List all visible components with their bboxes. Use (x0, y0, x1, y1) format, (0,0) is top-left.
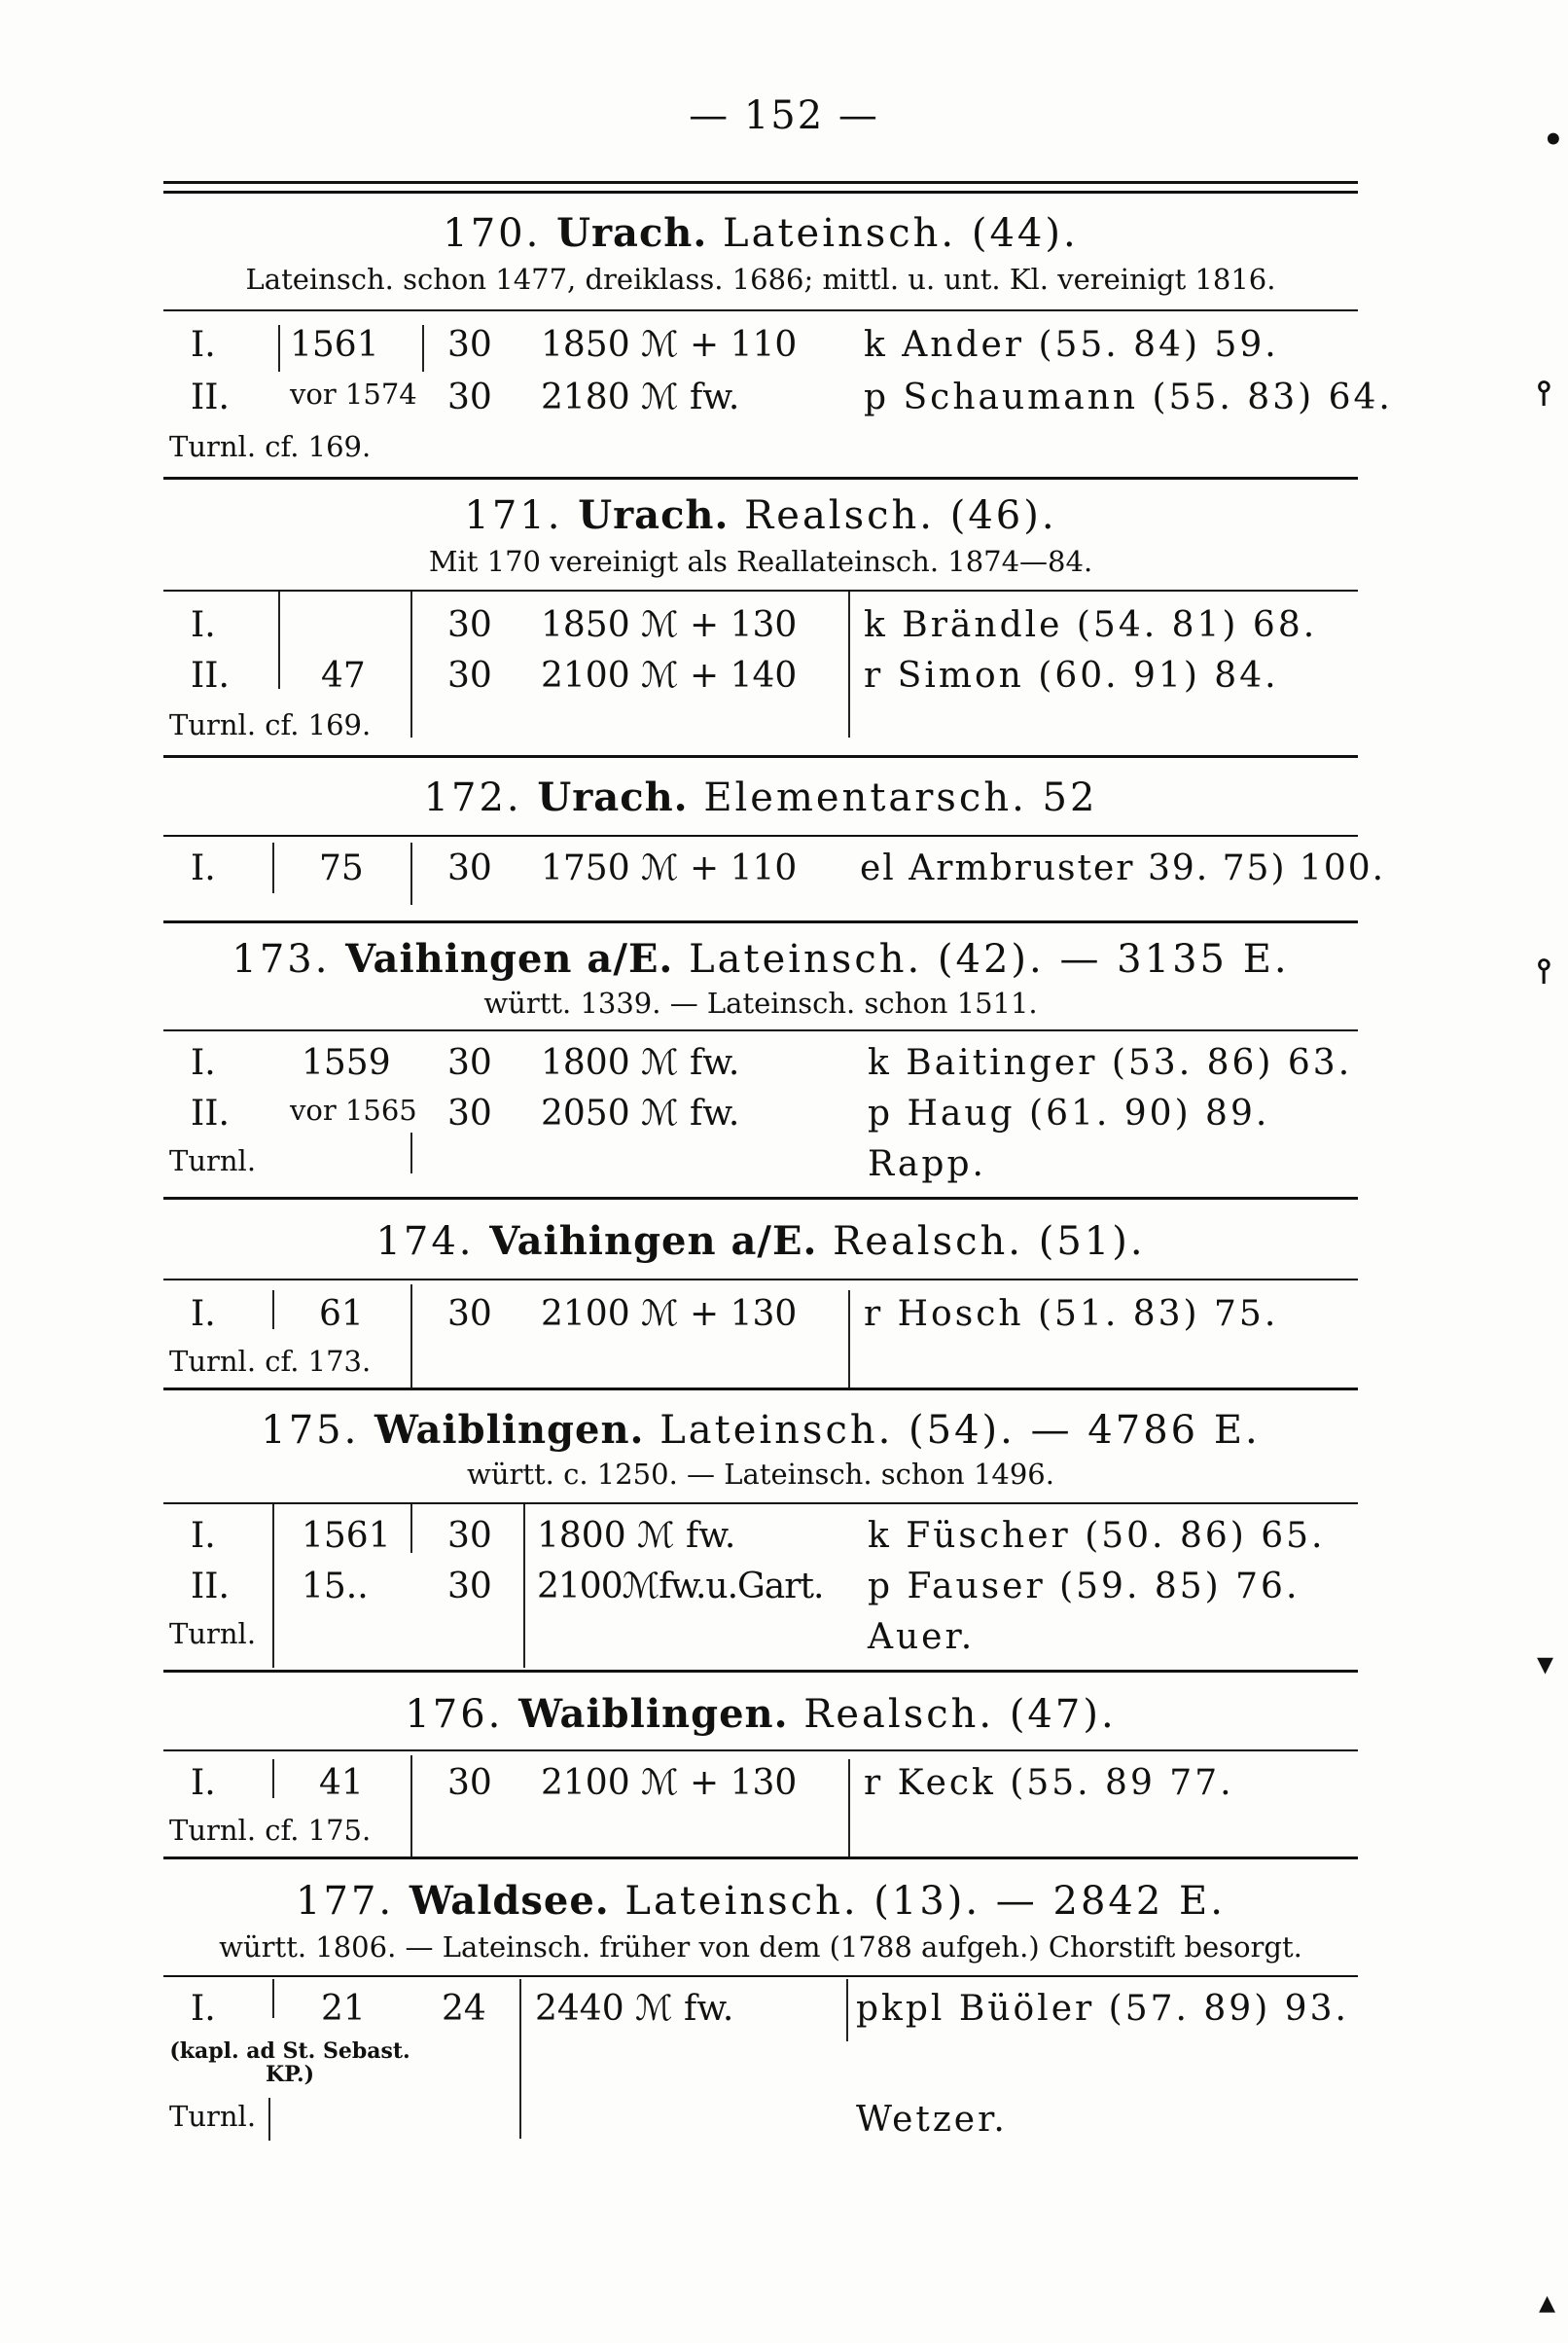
column-divider (410, 1284, 412, 1388)
table-row: II. 15.. 30 2100ℳfw.u.Gart. p Fauser (59. 85) 76. (191, 1567, 1301, 1606)
section-172 (163, 755, 1386, 922)
rule (163, 477, 1358, 480)
table-row: I. 41 30 2100 ℳ + 130 r Keck (55. 89 77. (191, 1763, 1234, 1803)
table-row: I. 61 30 2100 ℳ + 130 r Hosch (51. 83) 75. (191, 1294, 1279, 1334)
table-row: Turnl. cf. 169. (169, 430, 372, 463)
section-note: württ. c. 1250. — Lateinsch. schon 1496. (467, 1458, 1054, 1491)
double-rule (163, 181, 1358, 184)
section-heading: 172. Urach. Elementarsch. 52 (423, 775, 1098, 820)
table-row: I. 30 1850 ℳ + 130 k Brändle (54. 81) 68. (191, 605, 1318, 645)
column-divider (268, 2098, 270, 2141)
table-row: I. 21 24 2440 ℳ fw. pkpl Büöler (57. 89) 93. (191, 1989, 1349, 2029)
table-row: Turnl. cf. 175. (169, 1814, 372, 1847)
table-row: (kapl. ad St. Sebast. KP.) (169, 2038, 410, 2087)
table-row: Turnl. Wetzer. (169, 2100, 1008, 2140)
rule (163, 1975, 1358, 1977)
column-divider (278, 592, 280, 689)
section-173 (163, 920, 1358, 1203)
column-divider (422, 325, 424, 372)
rule (163, 309, 1358, 311)
column-divider (272, 1759, 274, 1798)
column-divider (278, 325, 280, 372)
table-row: Turnl. Rapp. (169, 1144, 986, 1184)
section-heading: 175. Waiblingen. Lateinsch. (54). — 4786 E. (261, 1407, 1261, 1453)
margin-mark: ⫯ (1537, 374, 1551, 413)
column-divider (272, 1504, 274, 1668)
column-divider (519, 1979, 521, 2139)
table-row: II. 47 30 2100 ℳ + 140 r Simon (60. 91) 84. (191, 656, 1279, 696)
page-number: — 152 — (689, 93, 879, 138)
section-note: Lateinsch. schon 1477, dreiklass. 1686; mittl. u. unt. Kl. vereinigt 1816. (245, 263, 1276, 296)
rule (163, 1502, 1358, 1504)
rule (163, 835, 1358, 837)
column-divider (272, 1979, 274, 2018)
section-174 (163, 1197, 1358, 1391)
table-row: I. 1559 30 1800 ℳ fw. k Baitinger (53. 86) 63. (191, 1043, 1353, 1083)
rule (163, 590, 1358, 592)
margin-mark: • (1543, 121, 1564, 160)
table-row: II. vor 1565 30 2050 ℳ fw. p Haug (61. 90) 89. (191, 1094, 1270, 1134)
table-row: II. vor 1574 30 2180 ℳ fw. p Schaumann (55. 83) 64. (191, 378, 1393, 417)
rule (163, 1279, 1358, 1280)
margin-mark: ⫯ (1537, 952, 1551, 991)
table-row: Turnl. Auer. (169, 1617, 976, 1657)
column-divider (846, 1979, 848, 2041)
table-row: I. 1561 30 1850 ℳ + 110 k Ander (55. 84) 59. (191, 325, 1279, 365)
rule (163, 920, 1358, 923)
margin-mark: ▴ (1539, 2283, 1556, 2322)
column-divider (272, 843, 274, 893)
column-divider (848, 592, 850, 738)
section-heading: 171. Urach. Realsch. (46). (464, 492, 1057, 538)
rule (163, 1197, 1358, 1200)
section-171 (163, 477, 1358, 749)
column-divider (410, 1755, 412, 1856)
section-heading: 176. Waiblingen. Realsch. (47). (405, 1691, 1117, 1737)
section-note: württ. 1806. — Lateinsch. früher von dem (1788 aufgeh.) Chorstift besorgt. (219, 1930, 1302, 1964)
table-row: I. 75 30 1750 ℳ + 110 el Armbruster 39. 75) 100. (191, 848, 1386, 888)
section-175 (163, 1388, 1358, 1672)
double-rule (163, 191, 1358, 194)
section-heading: 177. Waldsee. Lateinsch. (13). — 2842 E. (296, 1878, 1226, 1924)
section-heading: 170. Urach. Lateinsch. (44). (443, 210, 1079, 256)
section-170 (163, 181, 1393, 473)
rule (163, 1749, 1358, 1751)
table-row: Turnl. cf. 173. (169, 1345, 372, 1378)
column-divider (848, 1290, 850, 1388)
rule (163, 1670, 1358, 1673)
rule (163, 1029, 1358, 1031)
margin-mark: ▾ (1537, 1644, 1554, 1683)
column-divider (523, 1504, 525, 1668)
table-row: I. 1561 30 1800 ℳ fw. k Füscher (50. 86) 65. (191, 1516, 1326, 1556)
column-divider (410, 843, 412, 905)
rule (163, 1388, 1358, 1390)
section-heading: 174. Vaihingen a/E. Realsch. (51). (375, 1218, 1146, 1264)
column-divider (272, 1290, 274, 1329)
column-divider (410, 1133, 412, 1173)
rule (163, 755, 1358, 758)
table-row: Turnl. cf. 169. (169, 708, 372, 741)
column-divider (410, 1504, 412, 1553)
section-heading: 173. Vaihingen a/E. Lateinsch. (42). — 3135 E. (232, 936, 1290, 982)
column-divider (410, 592, 412, 738)
section-note: württ. 1339. — Lateinsch. schon 1511. (483, 987, 1038, 1020)
section-note: Mit 170 vereinigt als Reallateinsch. 1874—84. (428, 545, 1093, 578)
column-divider (848, 1759, 850, 1856)
section-177 (163, 1856, 1358, 2168)
section-176 (163, 1670, 1358, 1864)
rule (163, 1856, 1358, 1859)
